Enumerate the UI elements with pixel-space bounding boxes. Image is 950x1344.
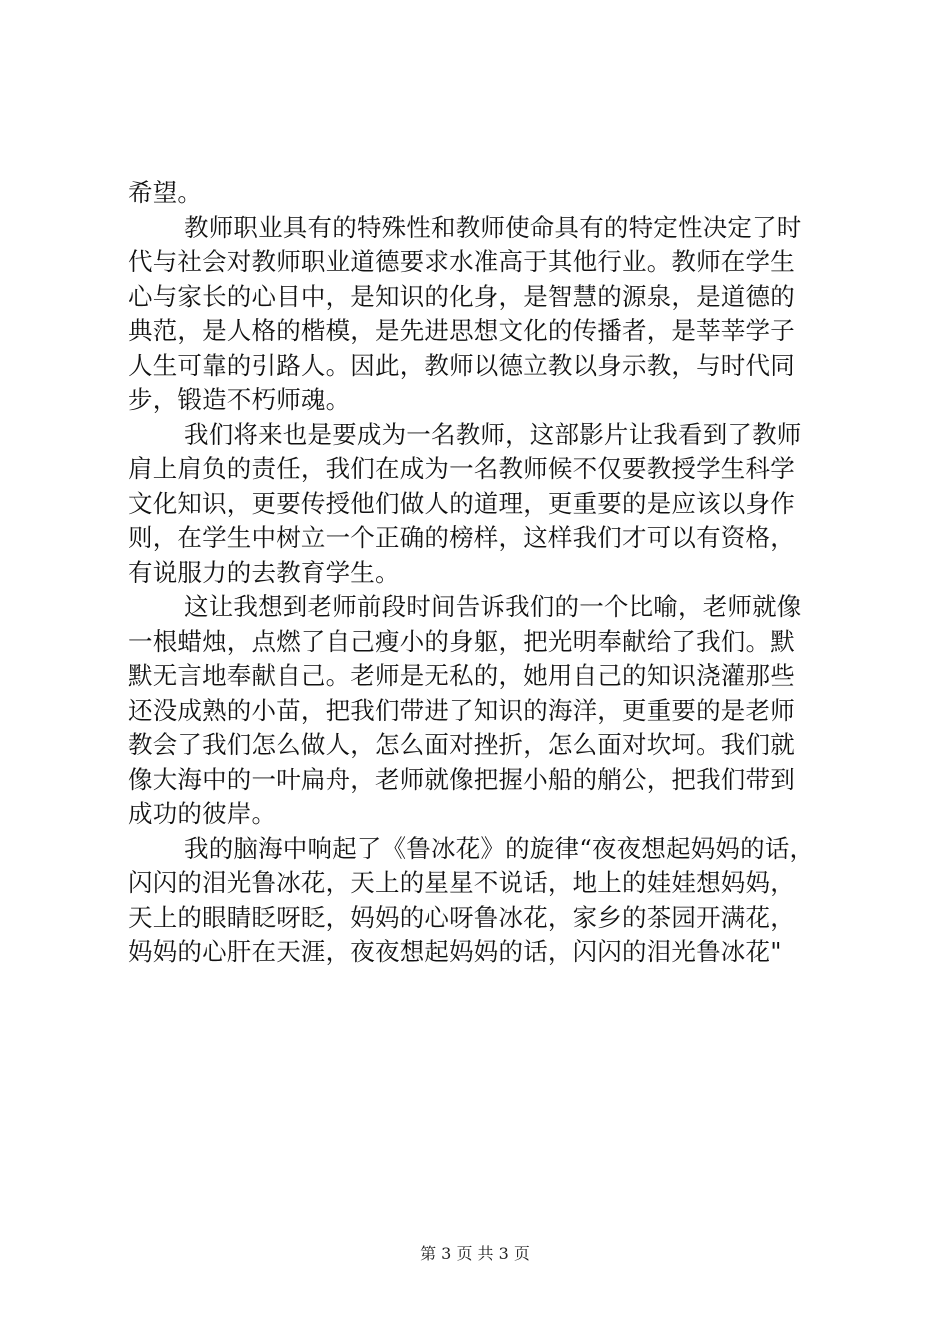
- text-line: 心与家长的心目中，是知识的化身，是智慧的源泉，是道德的: [128, 281, 795, 311]
- text-line: 默无言地奉献自己。老师是无私的，她用自己的知识浇灌那些: [128, 661, 795, 690]
- paragraph-start-line: 我的脑海中响起了《鲁冰花》的旋律“夜夜想起妈妈的话，: [184, 833, 815, 863]
- text-line: 有说服力的去教育学生。: [128, 557, 400, 587]
- text-line: 闪闪的泪光鲁冰花，天上的星星不说话，地上的娃娃想妈妈，: [128, 868, 795, 897]
- text-line: 希望。: [128, 178, 203, 207]
- text-line: 一根蜡烛，点燃了自己瘦小的身躯，把光明奉献给了我们。默: [128, 626, 795, 656]
- paragraph-start-line: 我们将来也是要成为一名教师，这部影片让我看到了教师: [184, 419, 802, 449]
- paragraph-start-line: 教师职业具有的特殊性和教师使命具有的特定性决定了时: [184, 212, 802, 242]
- text-line: 成功的彼岸。: [128, 799, 277, 828]
- document-body: [128, 176, 838, 970]
- text-line: 人生可靠的引路人。因此，教师以德立教以身示教，与时代同: [128, 350, 795, 380]
- text-line: 代与社会对教师职业道德要求水准高于其他行业。教师在学生: [128, 247, 795, 276]
- text-line: 还没成熟的小苗，把我们带进了知识的海洋，更重要的是老师: [128, 695, 795, 725]
- text-line: 像大海中的一叶扁舟，老师就像把握小船的艄公，把我们带到: [128, 764, 795, 794]
- paragraph-start-line: 这让我想到老师前段时间告诉我们的一个比喻，老师就像: [184, 592, 802, 621]
- text-line: 则，在学生中树立一个正确的榜样，这样我们才可以有资格，: [128, 523, 795, 552]
- text-line: 典范，是人格的楷模，是先进思想文化的传播者，是莘莘学子: [128, 316, 795, 345]
- text-line: 教会了我们怎么做人，怎么面对挫折，怎么面对坎坷。我们就: [128, 730, 795, 759]
- text-line: 文化知识，更要传授他们做人的道理，更重要的是应该以身作: [128, 488, 795, 518]
- text-line: 步，锻造不朽师魂。: [128, 385, 351, 414]
- page-number-footer: 第 3 页 共 3 页: [420, 1244, 530, 1263]
- text-line: 妈妈的心肝在天涯，夜夜想起妈妈的话，闪闪的泪光鲁冰花": [128, 937, 782, 966]
- text-line: 天上的眼睛眨呀眨，妈妈的心呀鲁冰花，家乡的茶园开满花，: [128, 902, 795, 932]
- text-line: 肩上肩负的责任，我们在成为一名教师候不仅要教授学生科学: [128, 454, 795, 483]
